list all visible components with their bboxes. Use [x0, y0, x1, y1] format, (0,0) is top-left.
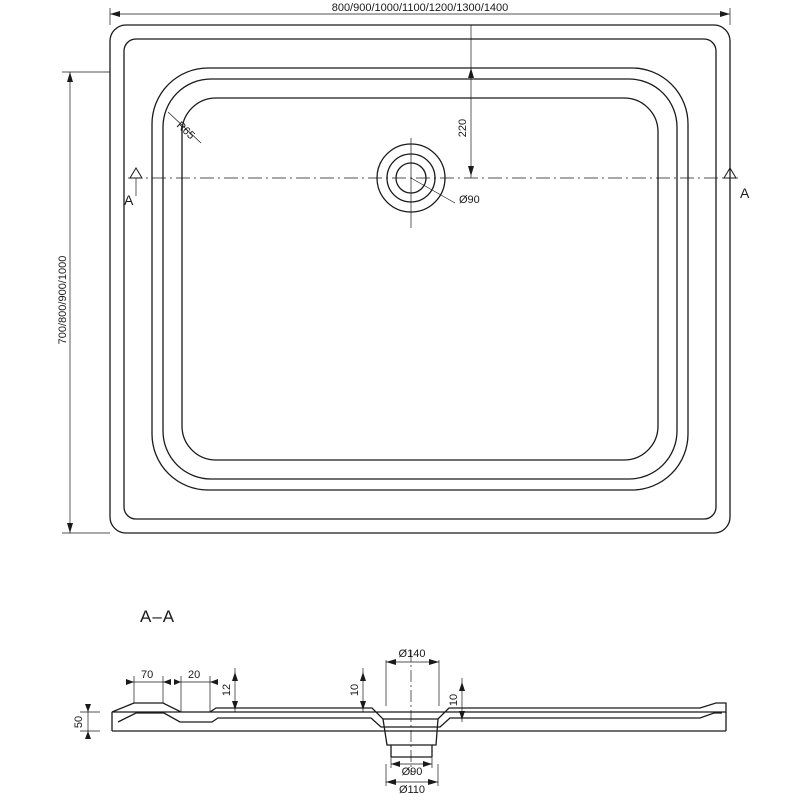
dim-height-label: 50 — [73, 715, 85, 729]
drain-offset-arrow-bottom — [468, 166, 474, 176]
left-dimension-group — [57, 72, 110, 533]
plan-view — [57, 2, 750, 533]
basin-inner-outline — [163, 79, 677, 479]
dim-10b-arrow-top — [459, 682, 465, 691]
drain-diameter-label: Ø90 — [459, 194, 480, 206]
drain-offset-arrow-top — [468, 68, 474, 78]
dim-step-width-label: 20 — [188, 669, 201, 681]
dim-10a-arrow-top — [360, 672, 366, 681]
dim-90-arrow-right — [423, 761, 432, 767]
dim-50-arrow-bottom — [85, 731, 91, 739]
dim-edge-width-group — [126, 669, 171, 703]
dim-height-group — [73, 704, 100, 739]
dim-110-arrow-right — [428, 779, 438, 785]
dim-step-width-group — [174, 669, 218, 712]
dim-70-arrow-right — [163, 679, 171, 685]
dim-drain-recess-depth-group — [349, 668, 366, 712]
dim-inner-depth-group — [221, 668, 238, 712]
dim-12-arrow-top — [232, 672, 238, 681]
left-dim-arrow-bottom — [67, 523, 73, 533]
dim-edge-width-label: 70 — [141, 669, 154, 681]
section-profile-outline — [112, 703, 726, 719]
drain-offset-label: 220 — [457, 118, 469, 138]
dim-140-arrow-left — [386, 659, 396, 665]
dim-drain-lip-label: 10 — [448, 693, 460, 707]
top-dim-arrow-left — [110, 11, 120, 17]
top-dimension-label: 800/900/1000/1100/1200/1300/1400 — [331, 2, 509, 14]
dim-50-arrow-top — [85, 704, 91, 712]
section-drain-recess — [383, 719, 438, 745]
dim-20-arrow-right — [210, 679, 218, 685]
left-dimension-label: 700/800/900/1000 — [57, 255, 69, 345]
dim-drain-outer-top-label: Ø140 — [398, 648, 426, 660]
dim-drain-lip-group — [448, 678, 465, 722]
dim-drain-bore-group — [391, 757, 432, 778]
tray-rim-outline — [124, 39, 716, 519]
drain-offset-dimension-group — [457, 66, 474, 178]
tray-outline — [110, 25, 730, 533]
dim-drain-recess-depth-label: 10 — [349, 683, 361, 697]
dim-140-arrow-right — [429, 659, 439, 665]
dim-inner-depth-label: 12 — [221, 683, 233, 697]
dim-70-arrow-left — [126, 679, 134, 685]
corner-radius-label: R65 — [173, 119, 197, 142]
top-dim-arrow-right — [720, 11, 730, 17]
drain-diameter-leader — [411, 178, 455, 203]
top-dimension-group — [110, 2, 730, 25]
section-view — [73, 607, 726, 796]
basin-outline — [152, 68, 688, 490]
left-dim-arrow-top — [67, 72, 73, 82]
dim-90-arrow-left — [391, 761, 400, 767]
dim-110-arrow-left — [386, 779, 396, 785]
dim-drain-flange-label: Ø110 — [398, 784, 426, 796]
section-marker-right-label: A — [740, 185, 750, 201]
dim-drain-outer-top-group — [386, 648, 439, 706]
section-inner-profile — [118, 713, 722, 727]
section-marker-left-label: A — [124, 192, 134, 208]
section-arrow-left — [130, 168, 142, 178]
dim-20-arrow-left — [174, 679, 181, 685]
dim-drain-bore-label: Ø90 — [401, 766, 423, 778]
basin-floor-outline — [182, 98, 658, 460]
section-view-title: A–A — [140, 607, 176, 626]
